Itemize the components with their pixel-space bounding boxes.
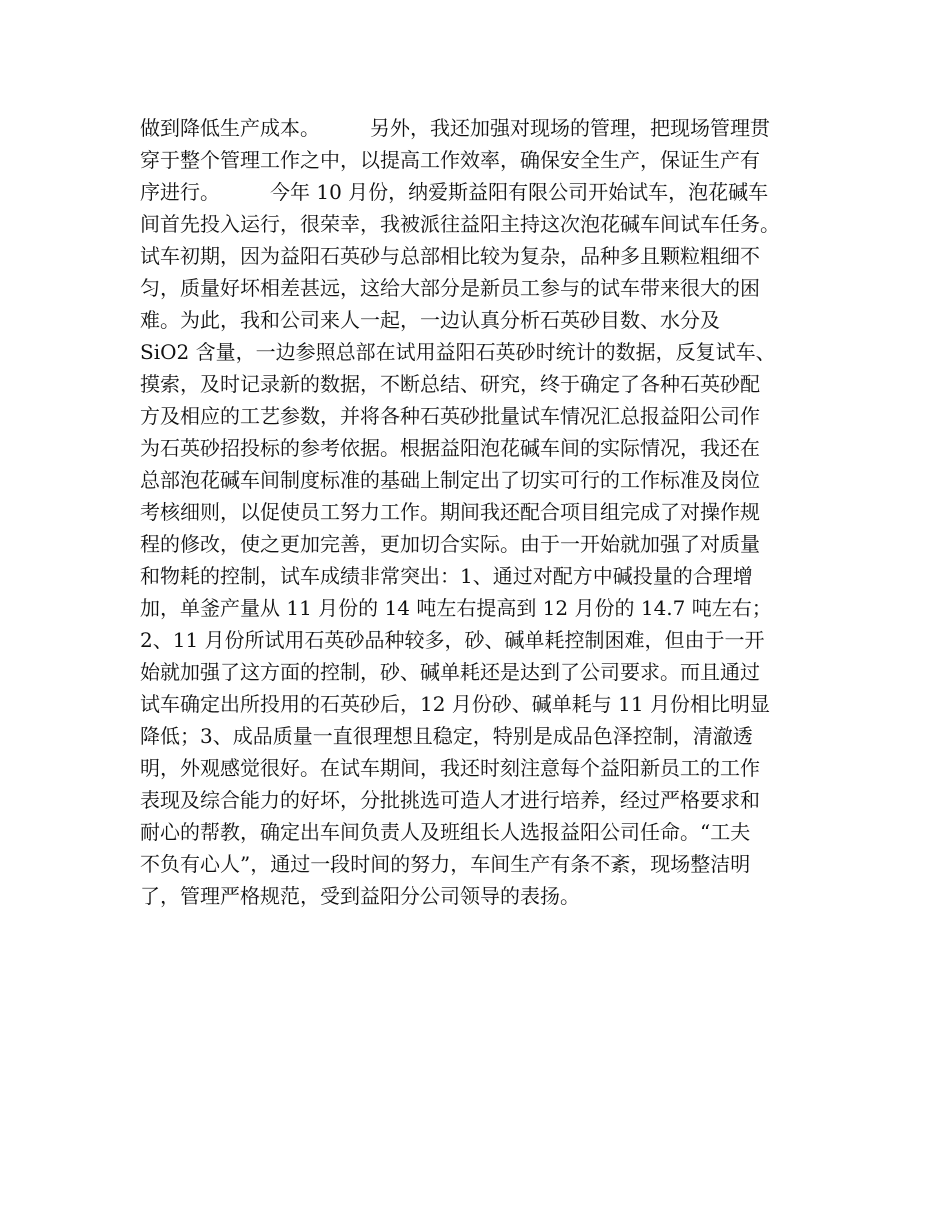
text-line: 表现及综合能力的好坏，分批挑选可造人才进行培养，经过严格要求和 — [140, 788, 760, 812]
text-line: 间首先投入运行，很荣幸，我被派往益阳主持这次泡花碱车间试车任务。 — [140, 212, 780, 236]
text-line: 考核细则，以促使员工努力工作。期间我还配合项目组完成了对操作规 — [140, 500, 760, 524]
text-line: 摸索，及时记录新的数据，不断总结、研究，终于确定了各种石英砂配 — [140, 372, 760, 396]
text-line: 耐心的帮教，确定出车间负责人及班组长人选报益阳公司任命。“工夫 — [140, 820, 751, 844]
text-line: 试车确定出所投用的石英砂后，12 月份砂、碱单耗与 11 月份相比明显 — [140, 692, 770, 716]
text-line: 程的修改，使之更加完善，更加切合实际。由于一开始就加强了对质量 — [140, 532, 760, 556]
text-line: 降低；3、成品质量一直很理想且稳定，特别是成品色泽控制，清澈透 — [140, 724, 753, 748]
text-line: 加，单釜产量从 11 月份的 14 吨左右提高到 12 月份的 14.7 吨左右； — [140, 596, 772, 620]
text-line: 做到降低生产成本。 另外，我还加强对现场的管理，把现场管理贯 — [140, 116, 770, 140]
text-line: 始就加强了这方面的控制，砂、碱单耗还是达到了公司要求。而且通过 — [140, 660, 760, 684]
text-line: 不负有心人”，通过一段时间的努力，车间生产有条不紊，现场整洁明 — [140, 852, 751, 876]
text-line: 了，管理严格规范，受到益阳分公司领导的表扬。 — [140, 884, 580, 908]
text-line: 穿于整个管理工作之中，以提高工作效率，确保安全生产，保证生产有 — [140, 148, 760, 172]
text-line: 总部泡花碱车间制度标准的基础上制定出了切实可行的工作标准及岗位 — [140, 468, 760, 492]
text-line: 序进行。 今年 10 月份，纳爱斯益阳有限公司开始试车，泡花碱车 — [140, 180, 769, 204]
text-line: 方及相应的工艺参数，并将各种石英砂批量试车情况汇总报益阳公司作 — [140, 404, 760, 428]
text-line: 匀，质量好坏相差甚远，这给大部分是新员工参与的试车带来很大的困 — [140, 276, 760, 300]
body-text — [140, 112, 840, 912]
text-line: 为石英砂招投标的参考依据。根据益阳泡花碱车间的实际情况，我还在 — [140, 436, 760, 460]
text-line: 和物耗的控制，试车成绩非常突出：1、通过对配方中碱投量的合理增 — [140, 564, 753, 588]
text-line: 难。为此，我和公司来人一起，一边认真分析石英砂目数、水分及 — [140, 308, 720, 332]
text-line: 试车初期，因为益阳石英砂与总部相比较为复杂，品种多且颗粒粗细不 — [140, 244, 760, 268]
text-line: 明，外观感觉很好。在试车期间，我还时刻注意每个益阳新员工的工作 — [140, 756, 760, 780]
text-line: SiO2 含量，一边参照总部在试用益阳石英砂时统计的数据，反复试车、 — [140, 340, 776, 364]
text-line: 2、11 月份所试用石英砂品种较多，砂、碱单耗控制困难，但由于一开 — [140, 628, 765, 652]
